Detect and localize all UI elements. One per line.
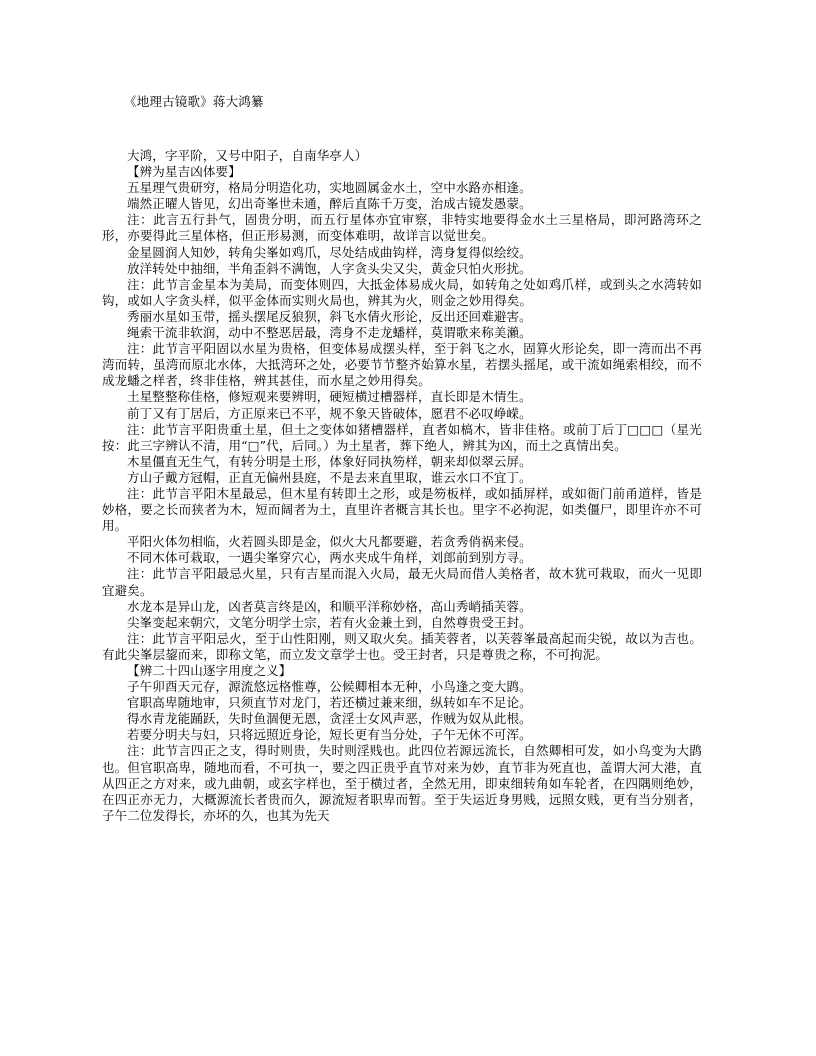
note-paragraph: 注：此节言金星本为美局，而变体则四，大抵金体易成火局，如转角之处如鸡爪样，或到头之水湾转如钩，或如人字贪头样，似平金体而实则火局也，辨其为火，则金之妙用得矣。 [102, 276, 702, 308]
note-paragraph: 注：此节言平阳木星最忌，但木星有转即土之形，或是笏板样，或如插屏样，或如衙门前甬道样，皆是妙格，要之长而狭者为木，短而阔者为土，直里许者概言其长也。里字不必拘泥，如类僵尸，即里许亦不可用。 [102, 485, 702, 534]
verse-line: 前丁又有丁居后，方正原来已不平，规不象天皆破体，愿君不必叹峥嵘。 [127, 405, 532, 421]
note-paragraph: 注：此节言四正之支，得时则贵，失时则淫贱也。此四位若源远流长，自然卿相可发，如小鸟变为大鹍也。但官职高卑，随地而看，不可执一，要之四正贵乎直节对来为妙，直节非为死直也，盖谓大河大港，直从四正之方对来，或九曲朝，或玄字样也，至于横过者，全然无用，即束细转角如车轮者，在四隅则绝妙，在四正亦无力，大概源流长者贵而久，源流短者职卑而暂。至于失运近身男贱，远照女贱，更有当分别者，子午二位发得长，亦坏的久，也其为先天 [102, 743, 702, 823]
verse-line: 五星理气贵研穷，格局分明造化功，实地圆属金水土，空中水路亦相逢。 [127, 180, 532, 196]
title-spacer [102, 110, 702, 148]
verse-line: 平阳火体勿相临，火若圆头即是金，似火大凡都要避，若贪秀俏祸来侵。 [127, 534, 532, 550]
verse-line: 放洋转处中抽细，半角歪斜不满饱，人字贪头尖又尖，黄金只怕火形扰。 [127, 260, 532, 276]
verse-line: 木星僵直无生气，有转分明是土形，体象好同执笏样，朝来却似翠云屏。 [127, 453, 532, 469]
document-title: 《地理古镜歌》蒋大鸿纂 [124, 94, 264, 109]
verse-line: 子午卯酉天元存，源流悠远格惟尊，公候卿相本无种，小鸟逢之变大鹍。 [127, 679, 532, 695]
note-paragraph: 注：此言五行卦气，固贵分明，而五行星体亦宜审察，非特实地要得金水土三星格局，即河路湾环之形，亦要得此三星体格，但正形易测，而变体难明，故详言以觉世矣。 [102, 212, 702, 244]
verse-line: 尖峯变起来朝穴，文笔分明学士宗，若有火金兼土到，自然尊贵受王封。 [127, 614, 532, 630]
section-heading-1: 【辨为星吉凶体要】 [127, 164, 241, 180]
verse-line: 得水青龙能踊跃，失时鱼涸便无恩，贪淫士女风声恶，作贼为奴从此根。 [127, 711, 532, 727]
verse-line: 土星整整称佳格，修短观来要辨明，硬短横过槽器样，直长即是木情生。 [127, 389, 532, 405]
verse-line: 官职高卑随地审，只须直节对龙门，若还横过兼来细，纵转如车不足论。 [127, 695, 532, 711]
author-note: 大鸿，字平阶，又号中阳子，自南华亭人） [127, 148, 368, 163]
note-paragraph: 注：此节言平阳忌火，至于山性阳刚，则又取火矣。插芙蓉者，以芙蓉峯最高起而尖锐，故以为吉也。有此尖峯层鋆而来，即称文笔，而立发文章学士也。受王封者，只是尊贵之称，不可拘泥。 [102, 630, 702, 662]
note-paragraph: 注：此节言平阳贵重土星，但土之变体如猪槽器样，直者如槁木，皆非佳格。或前丁后丁□□□（星光按：此三字辨认不清，用“□”代，后同。）为土星者，葬下绝人，辨其为凶，而土之真情出矣。 [102, 421, 702, 453]
verse-line: 金星圆润人知妙，转角尖峯如鸡爪，尽处结成曲钩样，湾身复得似绘绞。 [127, 244, 532, 260]
document-body [102, 94, 702, 824]
verse-line: 绳索干流非软润，动中不整恶居最，湾身不走龙蟠样，莫谓歌来称美瀨。 [127, 325, 532, 341]
section-heading-2: 【辨二十四山逐字用度之义】 [127, 663, 292, 678]
verse-line: 不同木体可栽取，一遇尖峯穿穴心，两水夹成牛角样，刘郎前到别方寻。 [127, 550, 532, 566]
verse-line: 若要分明夫与妇，只将远照近身论，短长更有当分处，子午无休不可浑。 [127, 727, 532, 743]
note-paragraph: 注：此节言平阳最忌火星，只有吉星而混入火局，最无火局而借人美格者，故木犹可栽取，而火一见即宜避矣。 [102, 566, 702, 598]
verse-line: 水龙本是异山龙，凶者莫言终是凶，和顺平洋称妙格，高山秀峭插芙蓉。 [127, 598, 532, 614]
verse-line: 方山子戴方冠帽，正直无偏州县庭，不是去来直里取，谁云水口不宜丁。 [127, 469, 532, 485]
verse-line: 端然正曜人皆见，幻出奇峯世未通，醉后直陈千万变，治成古镜发愚蒙。 [127, 196, 532, 212]
note-paragraph: 注：此节言平阳固以水星为贵格，但变体易成摆头样，至于斜飞之水，固算火形论矣，即一湾而出不再湾而转，虽湾而原北水体，大抵湾环之处，必要节节整齐始算水星，若摆头摇尾，或干流如绳索相绞，而不成龙蟠之样者，终非佳格，辨其甚佳，而水星之妙用得矣。 [102, 341, 702, 389]
verse-line: 秀丽水星如玉带，摇头摆尾反狼狈，斜飞水倩火形论，反出还回难避害。 [127, 308, 532, 324]
